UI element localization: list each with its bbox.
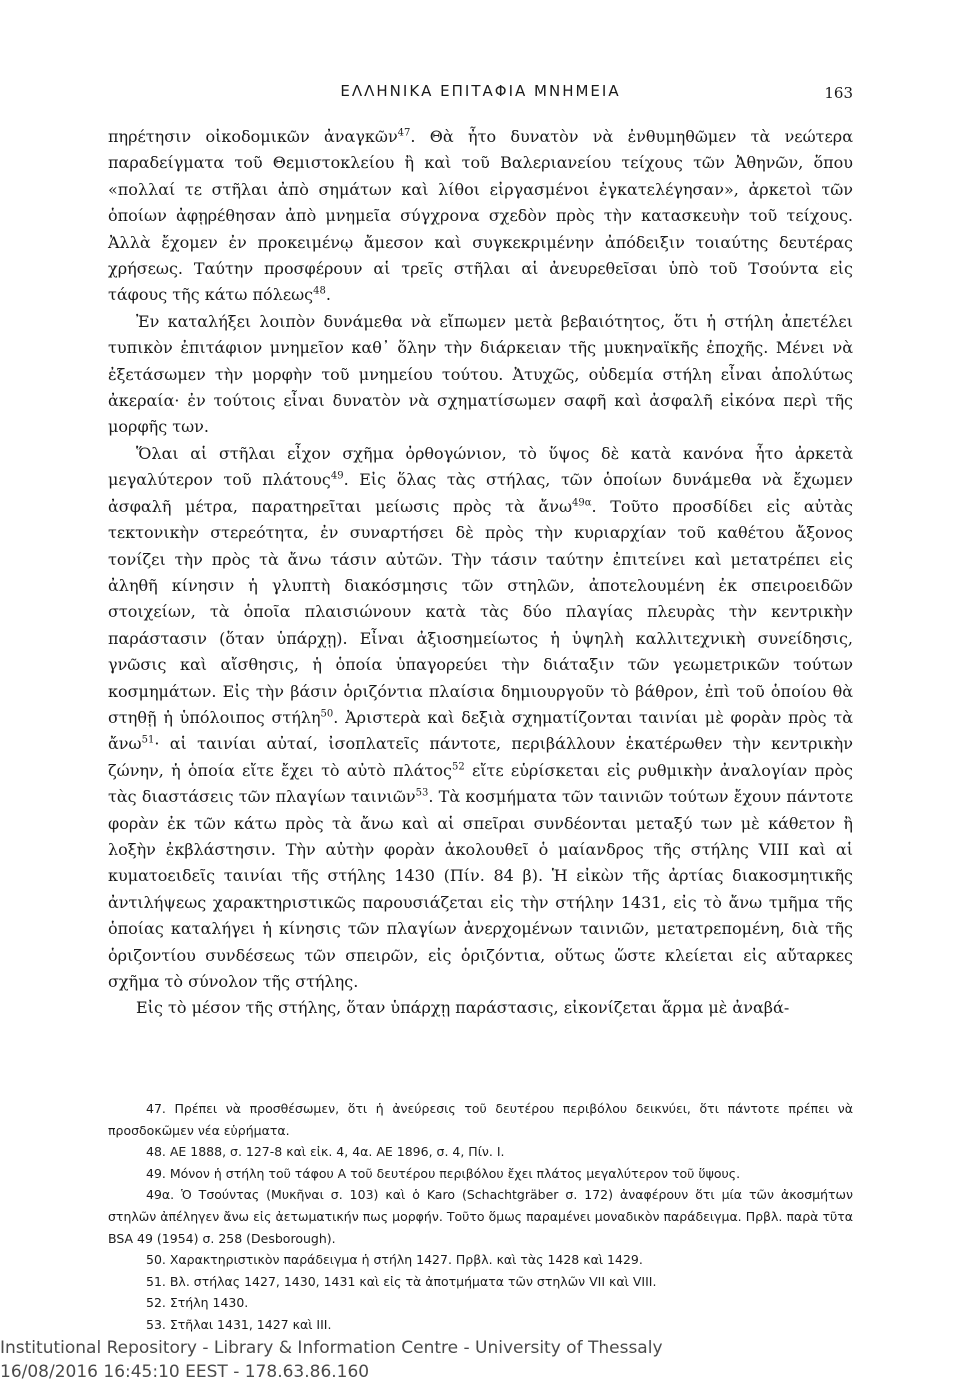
access-timestamp: 16/08/2016 16:45:10 EEST - 178.63.86.160 [0, 1362, 370, 1382]
paragraph-4 [108, 995, 853, 1021]
paragraph-text: εἴτε εὑρίσκεται εἰς ρυθμικὴν ἀναλογίαν πρὸς τὰς διαστάσεις τῶν πλαγίων ταινιῶν [108, 760, 854, 807]
paragraph-text: · αἱ ταινίαι αὐταί, ἰσοπλατεῖς πάντοτε, περιβάλλουν ἑκατέρωθεν τὴν κεντρικὴν ζώνην, ἡ ὁποία εἴτε ἔχει τὸ αὐτὸ πλάτος [108, 734, 853, 780]
footnote: 49. Μόνον ἡ στήλη τοῦ τάφου Α τοῦ δευτέρου περιβόλου ἔχει πλάτος μεγαλύτερον τοῦ ὕψους. [146, 1165, 741, 1181]
paragraph-text: Ὅλαι αἱ στῆλαι εἶχον σχῆμα ὀρθογώνιον, τὸ ὕψος δὲ κατὰ κανόνα ἦτο ἀρκετὰ μεγαλύτερον τοῦ πλάτους [108, 443, 853, 490]
paragraph-text: . Τοῦτο προσδίδει εἰς αὐτὰς τεκτονικὴν στερεότητα, ἐν συναρτήσει δὲ πρὸς τὴν κυριαρχίαν τοῦ καθέτου ἄξονος τονίζει τὴν πρὸς τὰ ἄνω τάσιν αὐτῶν. Τὴν τάσιν ταύτην ἐπιτείνει καὶ μετατρέπει εἰς ἀληθῆ κίνησιν ἡ γλυπτὴ διακόσμησις τῶν στηλῶν, ἀποτελουμένη ἐκ σπειροειδῶν στοιχείων, τὰ ὁποῖα πλαισιώνουν κατὰ τὰς δύο πλαγίας πλευρὰς τὴν κεντρικὴν παράστασιν (ὅταν ὑπάρχῃ). Εἶναι ἀξιοσημείωτος ἡ ὑψηλὴ καλλιτεχνικὴ συνείδησις, γνῶσις καὶ αἴσθησις, ἡ ὁποία ὑπαγορεύει τὴν διάταξιν τῶν γεωμετρικῶν τούτων κοσμημάτων. Εἰς τὴν βάσιν ὁριζόντια πλαίσια δημιουργοῦν τὸ βάθρον, ἐπὶ τοῦ ὁποίου θὰ στηθῇ ἡ ὑπόλοιπος στήλη [108, 496, 853, 727]
footnote-ref: 51 [141, 735, 155, 747]
paragraph-text: . Τὰ κοσμήματα τῶν ταινιῶν τούτων ἔχουν πάντοτε φορὰν ἐκ τῶν κάτω πρὸς τὰ ἄνω καὶ αἱ σπεῖραι συνδέονται μεταξύ των μὲ κάθετον ἢ λοξὴν ἐκβλάστησιν. Τὴν αὐτὴν φορὰν ἀκολουθεῖ ὁ μαίανδρος τῆς στήλης VIII καὶ αἱ κυματοειδεῖς ταινίαι τῆς στήλης 1430 (Πίν. 84 β). Ἡ εἰκὼν τῆς ἀρτίας διακοσμητικῆς ἀντιλήψεως χαρακτηριστικῶς παρουσιάζεται εἰς τὴν στήλην 1431, εἰς τὸ ἄνω τμῆμα τῆς ὁποίας καταλήγει ἡ κίνησις τῶν πλαγίων ἀνερχομένων ταινιῶν, μετατρεπομένη, διὰ τῆς ὁριζοντίου συνδέσεως τῶν σπειρῶν, εἰς ὁριζόντια, οὕτως ὥστε κλείεται εἰς αὔταρκες σχῆμα τὸ σύνολον τῆς στήλης. [108, 787, 854, 991]
paragraph-1 [108, 124, 853, 309]
running-title: ΕΛΛΗΝΙΚΑ ΕΠΙΤΑΦΙΑ ΜΝΗΜΕΙΑ [340, 82, 621, 100]
footnote: 51. Βλ. στήλας 1427, 1430, 1431 καὶ εἰς τὰ ἀποτμήματα τῶν στηλῶν VII καὶ VIII. [146, 1273, 657, 1289]
footnote-ref: 50 [320, 708, 334, 720]
footnote: 53. Στῆλαι 1431, 1427 καὶ ΙΙΙ. [146, 1316, 332, 1332]
paragraph-text: Ἐν καταλήξει λοιπὸν δυνάμεθα νὰ εἴπωμεν μετὰ βεβαιότητος, ὅτι ἡ στήλη ἀπετέλει τυπικὸν ἐπιτάφιον μνημεῖον καθ᾽ ὅλην τὴν διάρκειαν τῆς μυκηναϊκῆς ἐποχῆς. Μένει νὰ ἐξετάσωμεν τὴν μορφὴν τοῦ μνημείου τούτου. Ἀτυχῶς, οὐδεμία στήλη εἶναι ἀπολύτως ἀκεραία· ἐν τούτοις εἶναι δυνατὸν νὰ σχηματίσωμεν σαφῆ καὶ ἀσφαλῆ εἰκόνα περὶ τῆς μορφῆς των. [108, 311, 853, 437]
footnote: 49α. Ὁ Τσούντας (Μυκῆναι σ. 103) καὶ ὁ Karo (Schachtgräber σ. 172) ἀναφέρουν ὅτι μία τῶν ἀκοσμήτων στηλῶν ἀπέληγεν ἄνω εἰς ἀετωματικήν πως μορφήν. Τοῦτο ὅμως παραμένει μοναδικὸν παράδειγμα. Πρβλ. παρὰ τῦτα BSA 49 (1954) σ. 258 (Desborough). [108, 1187, 853, 1246]
footnote-ref: 52 [451, 761, 465, 773]
footnote-ref: 53 [415, 787, 429, 799]
page-header [108, 80, 853, 108]
paragraph-text: . Εἰς ὅλας τὰς στήλας, τῶν ὁποίων δυνάμεθα νὰ ἔχωμεν ἀσφαλῆ μέτρα, παρατηρεῖται μείωσις πρὸς τὰ ἄνω [108, 470, 853, 516]
body-text [108, 124, 853, 1022]
paragraph-text: . Ἀριστερὰ καὶ δεξιὰ σχηματίζονται ταινίαι μὲ φορὰν πρὸς τὰ ἄνω [108, 707, 853, 754]
footnote-ref: 49α [572, 497, 592, 509]
paragraph-text: . [325, 285, 331, 305]
repository-watermark [0, 1336, 960, 1384]
paragraph-text: Εἰς τὸ μέσον τῆς στήλης, ὅταν ὑπάρχῃ παράστασις, εἰκονίζεται ἅρμα μὲ ἀναβά- [136, 998, 790, 1018]
footnote: 48. ΑΕ 1888, σ. 127-8 καὶ εἰκ. 4, 4α. ΑΕ 1896, σ. 4, Πίν. Ι. [146, 1144, 505, 1160]
paragraph-2 [108, 309, 853, 441]
paragraph-3 [108, 441, 853, 996]
footnote: 50. Χαρακτηριστικὸν παράδειγμα ἡ στήλη 1427. Πρβλ. καὶ τὰς 1428 καὶ 1429. [146, 1252, 643, 1268]
page-number: 163 [824, 84, 853, 102]
footnotes [108, 1098, 853, 1336]
footnote: 52. Στήλη 1430. [146, 1295, 249, 1311]
footnote: 47. Πρέπει νὰ προσθέσωμεν, ὅτι ἡ ἀνεύρεσις τοῦ δευτέρου περιβόλου δεικνύει, ὅτι πάντοτε πρέπει νὰ προσδοκῶμεν νέα εὑρήματα. [108, 1101, 853, 1138]
repository-name: Institutional Repository - Library & Information Centre - University of Thessaly [0, 1338, 663, 1358]
footnote-ref: 48 [313, 286, 326, 298]
paragraph-text: πηρέτησιν οἰκοδομικῶν ἀναγκῶν [108, 127, 398, 146]
footnote-ref: 47 [397, 127, 411, 139]
footnote-ref: 49 [330, 470, 344, 482]
paragraph-text: . Θὰ ἦτο δυνατὸν νὰ ἐνθυμηθῶμεν τὰ νεώτερα παραδείγματα τοῦ Θεμιστοκλείου ἢ καὶ τοῦ Βαλεριανείου τείχους τῶν Ἀθηνῶν, ὅπου «πολλαί τε στῆλαι ἀπὸ σημάτων καὶ λίθοι εἰργασμένοι ἐγκατελέγησαν», ἀρκετοὶ τῶν ὁποίων ἀφῃρέθησαν ἀπὸ μνημεῖα σύγχρονα σχεδὸν πρὸς τὴν κατασκευὴν τοῦ τείχους. Ἀλλὰ ἔχομεν ἐν προκειμένῳ ἄμεσον καὶ συγκεκριμένην ἀπόδειξιν τοιαύτης δευτέρας χρήσεως. Ταύτην προσφέρουν αἱ τρεῖς στῆλαι αἱ ἀνευρεθεῖσαι ὑπὸ τοῦ Τσούντα εἰς τάφους τῆς κάτω πόλεως [108, 127, 853, 305]
